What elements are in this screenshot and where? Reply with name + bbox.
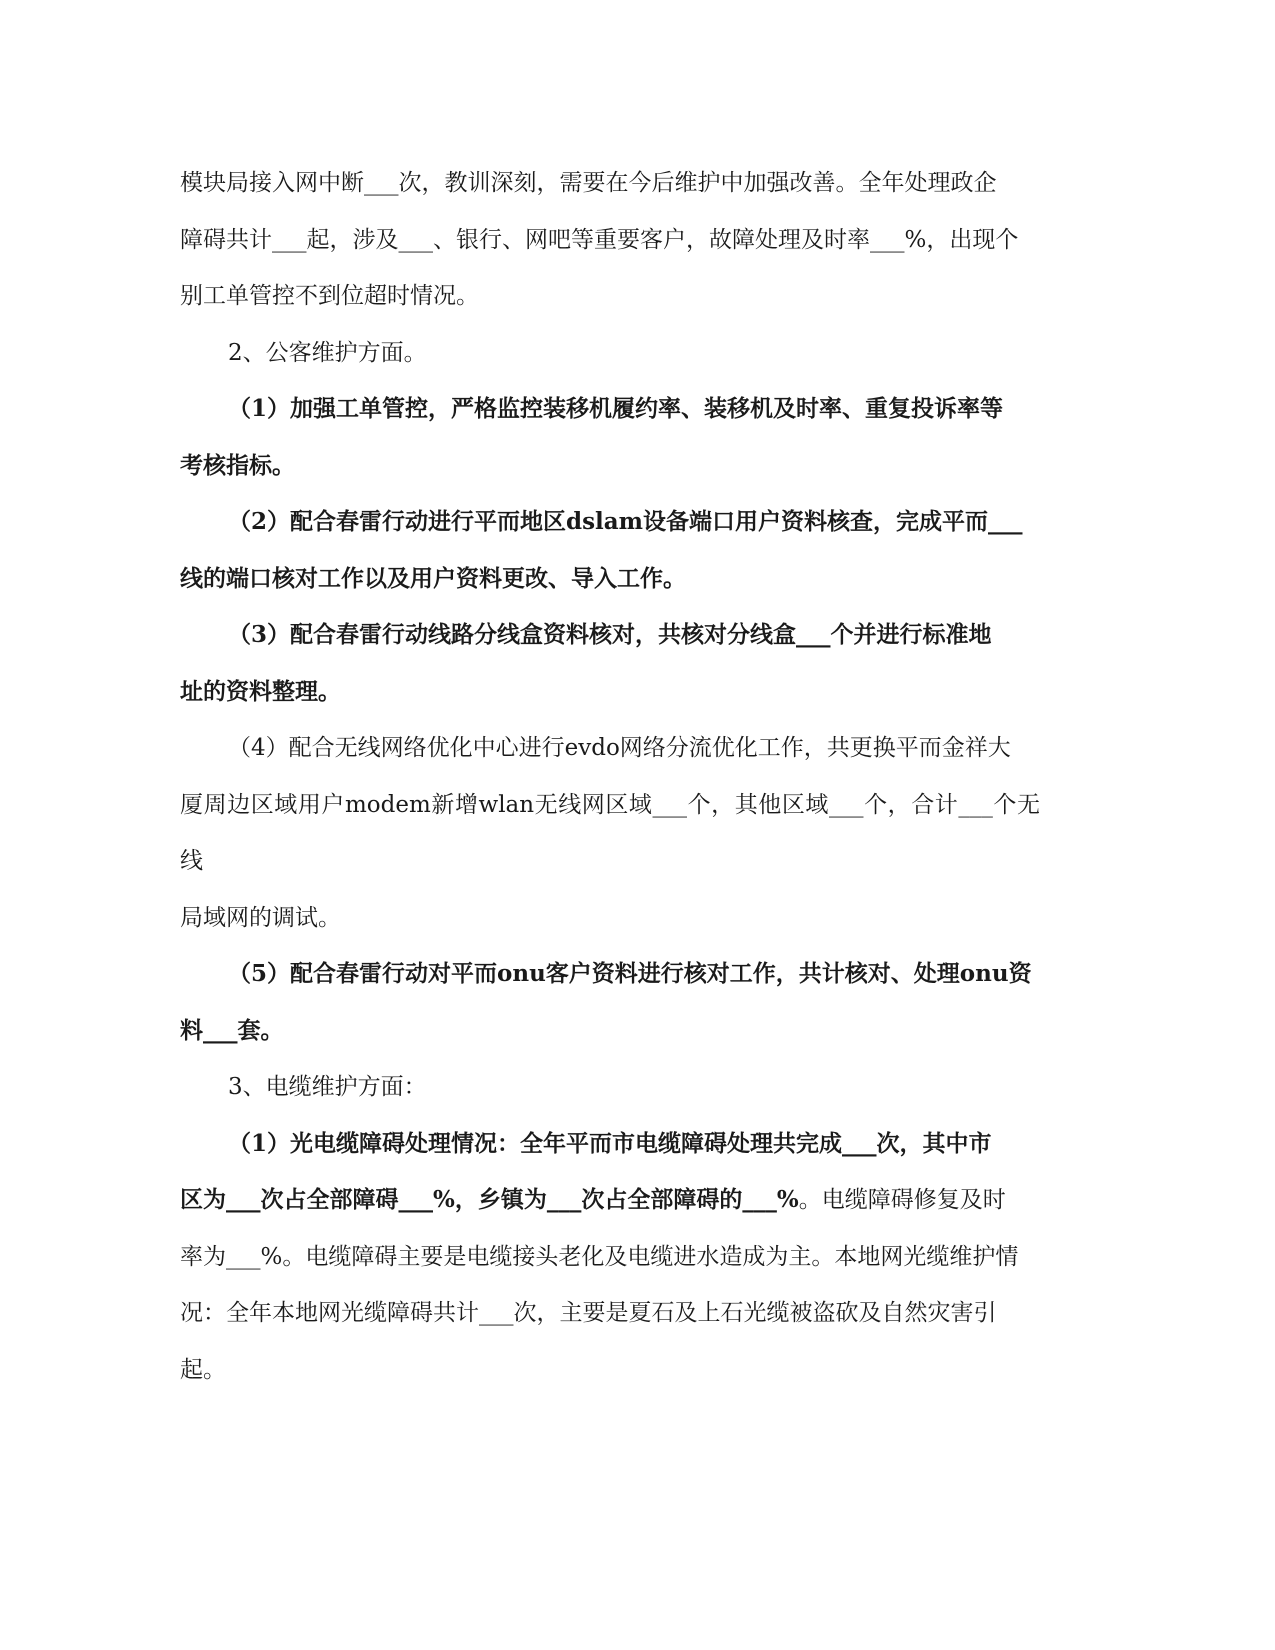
line: 局域网的调试。	[180, 904, 341, 931]
paragraph-item-3	[180, 607, 1040, 720]
paragraph-cable-fault-item-1	[180, 1116, 1040, 1399]
section-heading-cable-maintenance: 3、电缆维护方面：	[228, 1074, 427, 1100]
document-page	[180, 155, 1040, 1398]
line: 别工单管控不到位超时情况。	[180, 283, 479, 309]
line: 线的端口核对工作以及用户资料更改、导入工作。	[180, 564, 686, 592]
line: （1）加强工单管控，严格监控装移机履约率、装移机及时率、重复投诉率等	[228, 395, 1004, 422]
paragraph-item-1	[180, 381, 1040, 494]
line: 起。	[180, 1356, 226, 1383]
line: 址的资料整理。	[180, 677, 341, 705]
line: 模块局接入网中断___次，教训深刻，需要在今后维护中加强改善。全年处理政企	[180, 170, 997, 196]
line: 料___套。	[180, 1016, 284, 1044]
line: 率为___%。电缆障碍主要是电缆接头老化及电缆进水造成为主。本地网光缆维护情	[180, 1243, 1019, 1270]
line: 考核指标。	[180, 451, 295, 479]
line: （4）配合无线网络优化中心进行evdo网络分流优化工作，共更换平而金祥大	[228, 735, 1011, 761]
section-heading-public-customer: 2、公客维护方面。	[228, 339, 427, 366]
line: （2）配合春雷行动进行平而地区dslam设备端口用户资料核查，完成平而___	[228, 508, 1023, 535]
line: 障碍共计___起，涉及___、银行、网吧等重要客户，故障处理及时率___%，出现个	[180, 226, 1019, 253]
paragraph-interruption-summary	[180, 155, 1040, 325]
paragraph-item-2	[180, 494, 1040, 607]
line: 区为___次占全部障碍___%，乡镇为___次占全部障碍的___%	[180, 1186, 799, 1213]
line: 厦周边区域用户modem新增wlan无线网区域___个，其他区域___个，合计___个无线	[180, 791, 1040, 874]
line: 况：全年本地网光缆障碍共计___次，主要是夏石及上石光缆被盗砍及自然灾害引	[180, 1300, 997, 1326]
paragraph-item-4	[180, 720, 1040, 946]
line: 。电缆障碍修复及时	[798, 1187, 1006, 1213]
line: （3）配合春雷行动线路分线盒资料核对，共核对分线盒___个并进行标准地	[228, 621, 992, 648]
line: （5）配合春雷行动对平而onu客户资料进行核对工作，共计核对、处理onu资	[228, 960, 1032, 987]
line: （1）光电缆障碍处理情况：全年平而市电缆障碍处理共完成___次，其中市	[228, 1129, 992, 1157]
paragraph-item-5	[180, 946, 1040, 1059]
